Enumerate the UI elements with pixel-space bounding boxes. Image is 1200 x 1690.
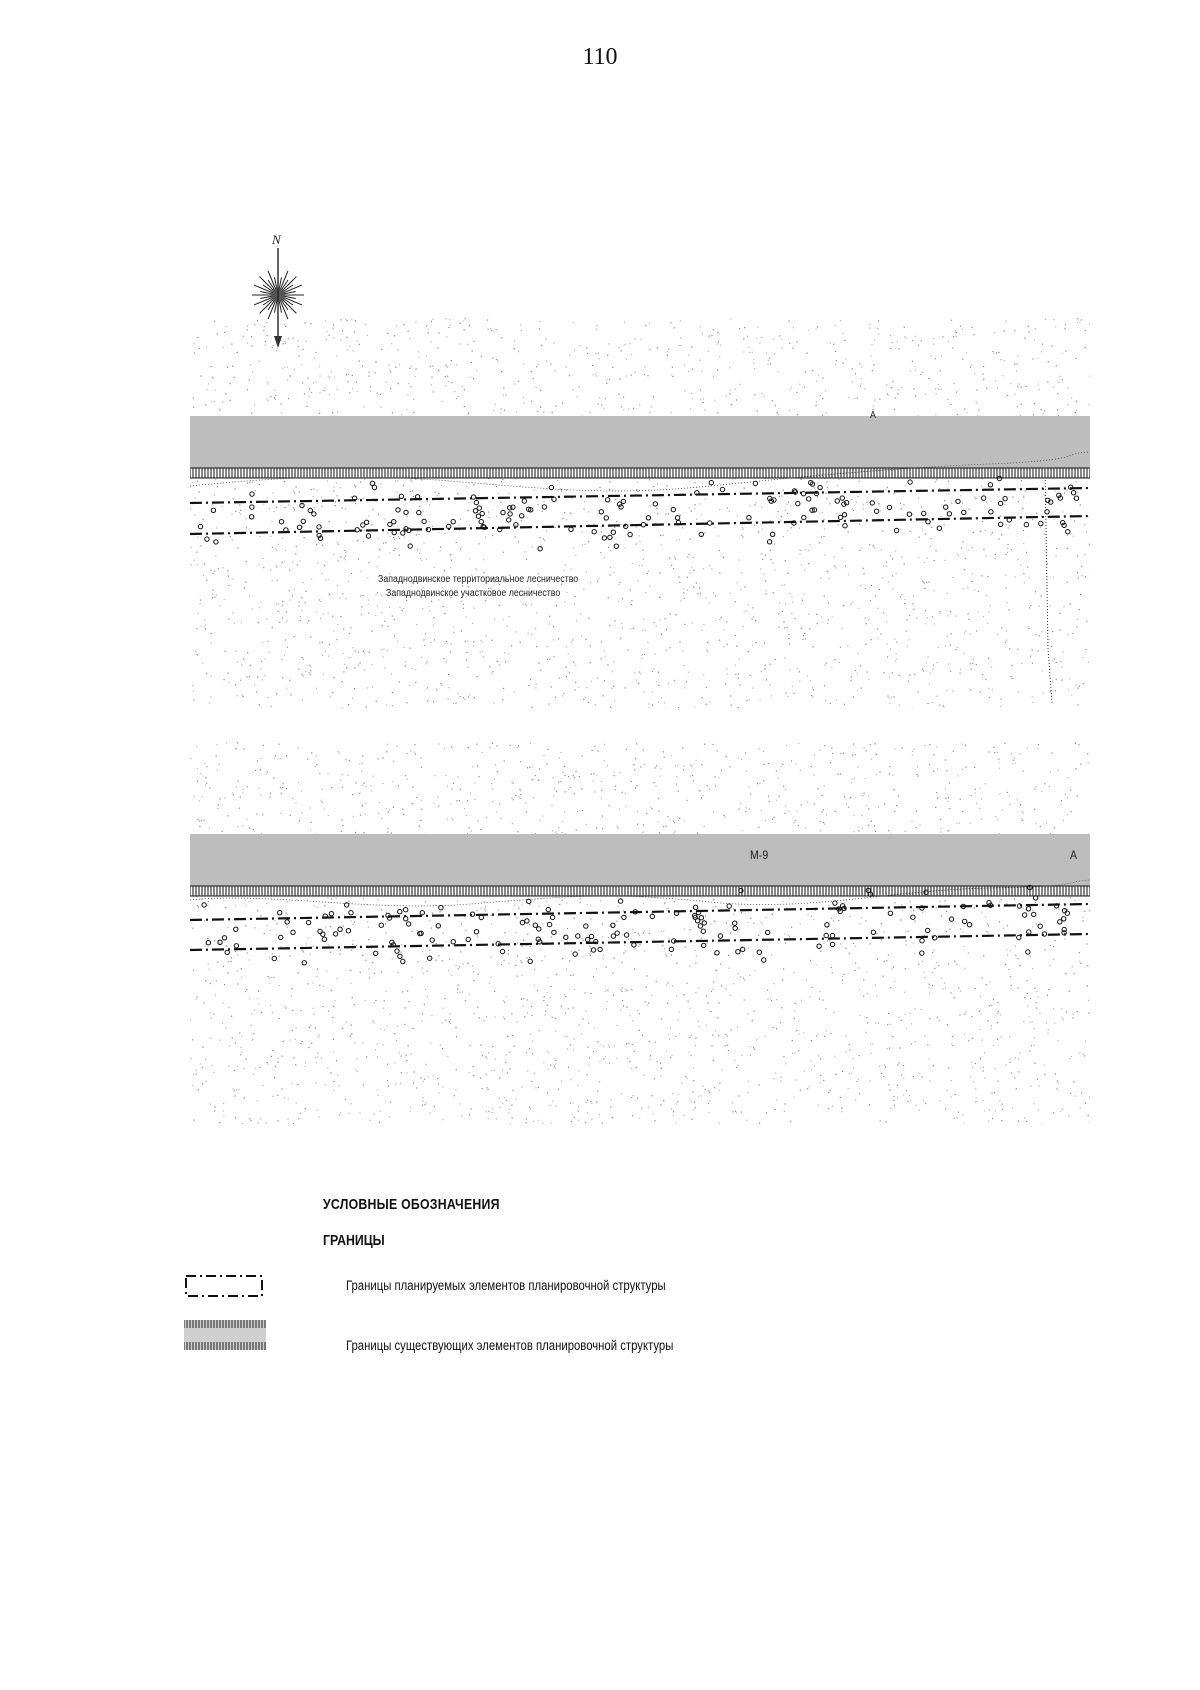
dash-dot-boundary-icon (184, 1268, 266, 1304)
map-panel-top (190, 318, 1090, 708)
forestry-label-local: Западнодвинское участковое лесничество (386, 588, 561, 599)
highway-label: М-9 (750, 848, 769, 862)
tree-markers (198, 476, 1078, 551)
page-number: 110 (582, 44, 618, 70)
map-panel-bottom (190, 742, 1090, 1124)
legend-item-planned (184, 1268, 1084, 1308)
road-label-bottom: А (1070, 848, 1078, 862)
north-label: N (272, 232, 281, 247)
road-label-top: А (870, 410, 876, 421)
road-band (190, 834, 1090, 886)
tree-markers (202, 885, 1070, 965)
map-bottom-canvas (190, 742, 1090, 1124)
terrain-speckle (190, 318, 1090, 708)
road-band (190, 416, 1090, 468)
existing-boundary-hatch (190, 468, 1090, 478)
planned-boundary-line-2 (190, 516, 1090, 534)
legend-title: УСЛОВНЫЕ ОБОЗНАЧЕНИЯ (323, 1196, 500, 1213)
legend-item-label: Границы планируемых элементов планировочной структуры (346, 1278, 666, 1293)
legend-item-existing (184, 1316, 1084, 1356)
map-top-canvas (190, 318, 1090, 708)
hatched-boundary-icon (184, 1316, 266, 1352)
legend-item-label: Границы существующих элементов планировочной структуры (346, 1338, 674, 1353)
legend-group-boundaries: ГРАНИЦЫ (323, 1232, 385, 1249)
legend (0, 1190, 1200, 1370)
planned-boundary-line-1 (190, 904, 1090, 920)
planned-boundary-line-2 (190, 934, 1090, 950)
existing-boundary-hatch (190, 886, 1090, 896)
forestry-label-territorial: Западнодвинское территориальное лесничество (378, 574, 579, 585)
